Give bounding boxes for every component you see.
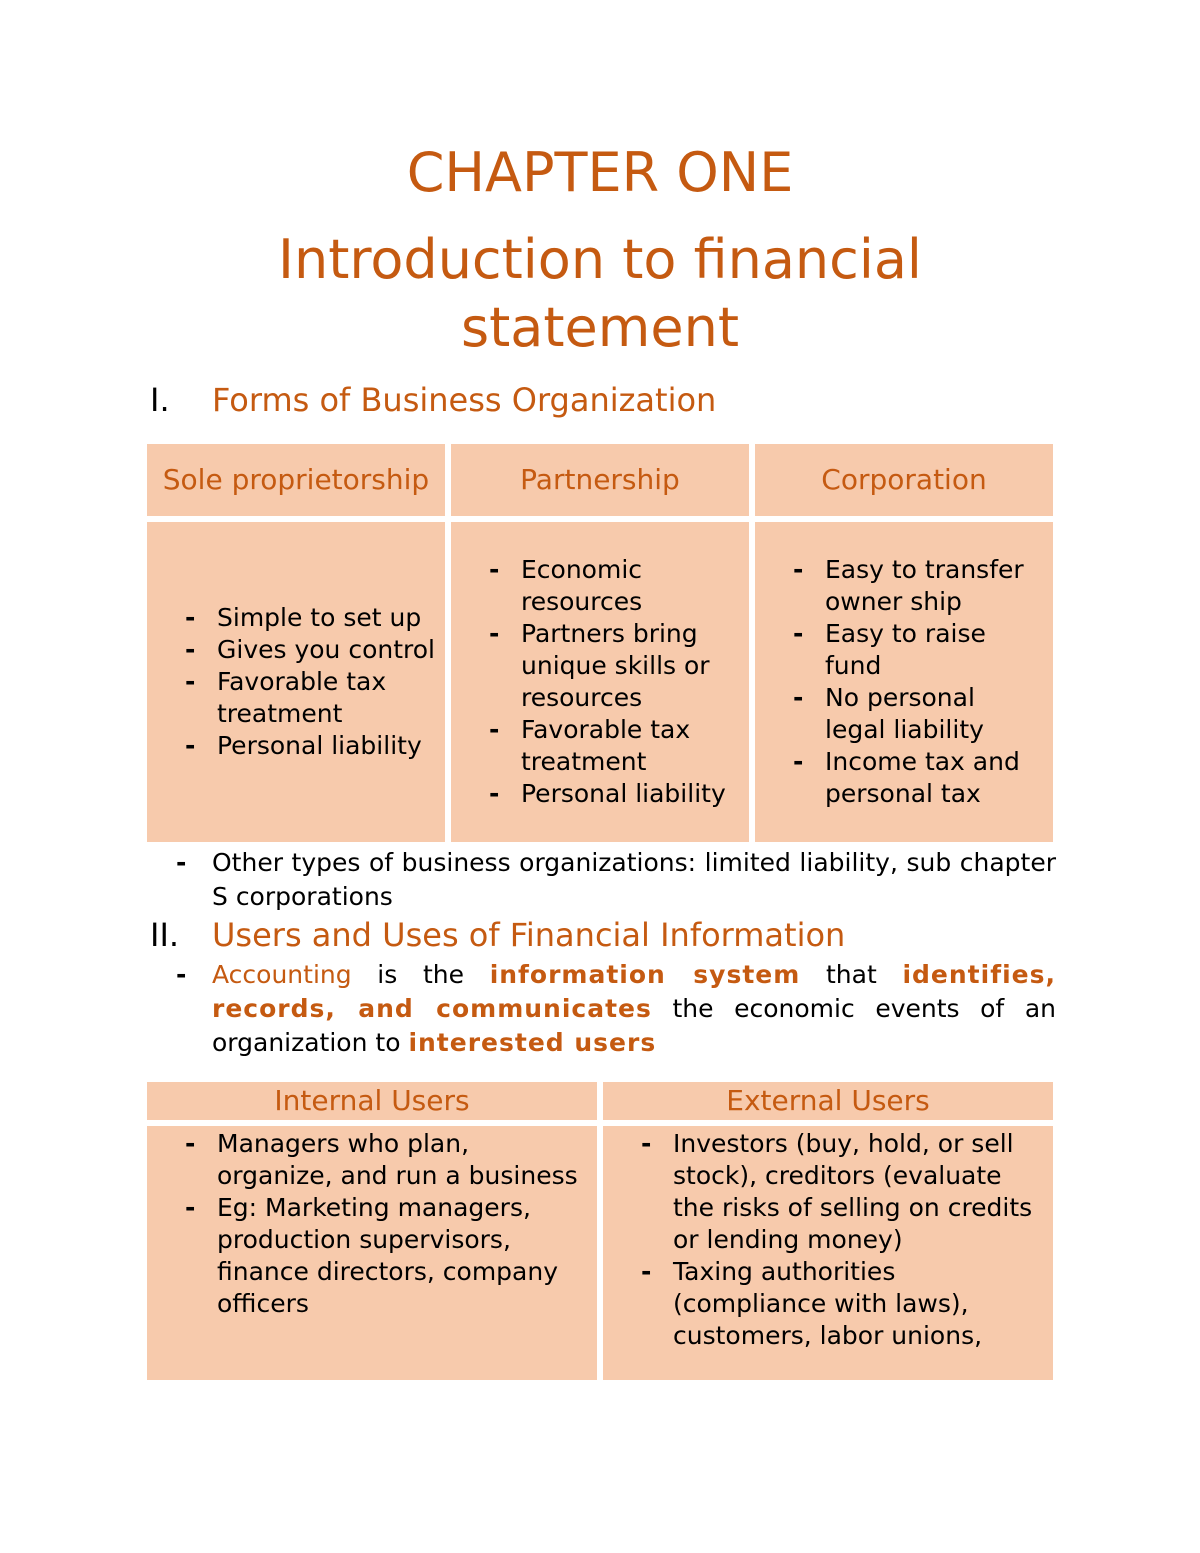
dash-bullet: -	[176, 960, 187, 989]
forms-cell-sole	[147, 522, 445, 842]
users-cell-external	[603, 1126, 1053, 1380]
title-line-2: statement	[460, 296, 739, 359]
users-cell-internal	[147, 1126, 597, 1380]
users-header-internal: Internal Users	[147, 1082, 597, 1120]
list-item: - Investors (buy, hold, or sell stock), creditors (evaluate the risks of selling on credits or lending money)	[603, 1128, 1043, 1256]
accounting-definition	[150, 958, 1056, 1060]
corporation-list	[755, 554, 1043, 810]
section-1-heading	[150, 380, 716, 420]
definition-text: is the	[351, 960, 490, 989]
section-1-title: Forms of Business Organization	[212, 381, 717, 419]
list-item: - Economic resources	[451, 554, 739, 618]
forms-cell-partnership	[451, 522, 749, 842]
other-types-text: Other types of business organizations: limited liability, sub chapter S corporations	[212, 848, 1056, 911]
definition-text: the economic events of an organization to	[212, 994, 1056, 1057]
list-item: - Taxing authorities (compliance with laws), customers, labor unions,	[603, 1256, 1043, 1352]
chapter-heading: CHAPTER ONE	[406, 141, 794, 204]
definition-text: that	[800, 960, 903, 989]
list-item: - Partners bring unique skills or resources	[451, 618, 739, 714]
accounting-definition-text	[212, 958, 1056, 1060]
section-2-heading	[150, 915, 845, 955]
term-identifies: identifies, records, and communicates	[212, 960, 1056, 1023]
list-item: - Simple to set up	[147, 602, 435, 634]
list-item: - Managers who plan, organize, and run a business	[147, 1128, 587, 1192]
forms-header-corporation: Corporation	[755, 444, 1053, 516]
list-item: - Easy to raise fund	[755, 618, 1043, 682]
term-interested-users: interested users	[408, 1028, 657, 1057]
section-2-title: Users and Uses of Financial Information	[212, 916, 846, 954]
other-types-paragraph	[150, 846, 1056, 914]
list-item: - Eg: Marketing managers, production supervisors, finance directors, company officers	[147, 1192, 587, 1320]
list-item: - Gives you control	[147, 634, 435, 666]
forms-header-sole: Sole proprietorship	[147, 444, 445, 516]
list-item: - Personal liability	[147, 730, 435, 762]
list-item: - Favorable tax treatment	[147, 666, 435, 730]
forms-header-partnership: Partnership	[451, 444, 749, 516]
users-header-external: External Users	[603, 1082, 1053, 1120]
term-information-system: information system	[489, 960, 801, 989]
title-line-1: Introduction to financial	[278, 228, 922, 291]
dash-bullet: -	[176, 848, 187, 877]
term-accounting: Accounting	[212, 960, 352, 989]
internal-users-list	[147, 1128, 587, 1320]
list-item: - Favorable tax treatment	[451, 714, 739, 778]
section-1-number: I.	[150, 381, 170, 419]
forms-cell-corporation	[755, 522, 1053, 842]
users-table	[141, 1076, 1059, 1386]
list-item: - No personal legal liability	[755, 682, 1043, 746]
partnership-list	[451, 554, 739, 810]
list-item: - Easy to transfer owner ship	[755, 554, 1043, 618]
list-item: - Income tax and personal tax	[755, 746, 1043, 810]
section-2-number: II.	[150, 916, 180, 954]
document-title	[0, 226, 1200, 362]
external-users-list	[603, 1128, 1043, 1352]
list-item: - Personal liability	[451, 778, 739, 810]
forms-table	[141, 438, 1059, 848]
sole-list	[147, 602, 435, 762]
